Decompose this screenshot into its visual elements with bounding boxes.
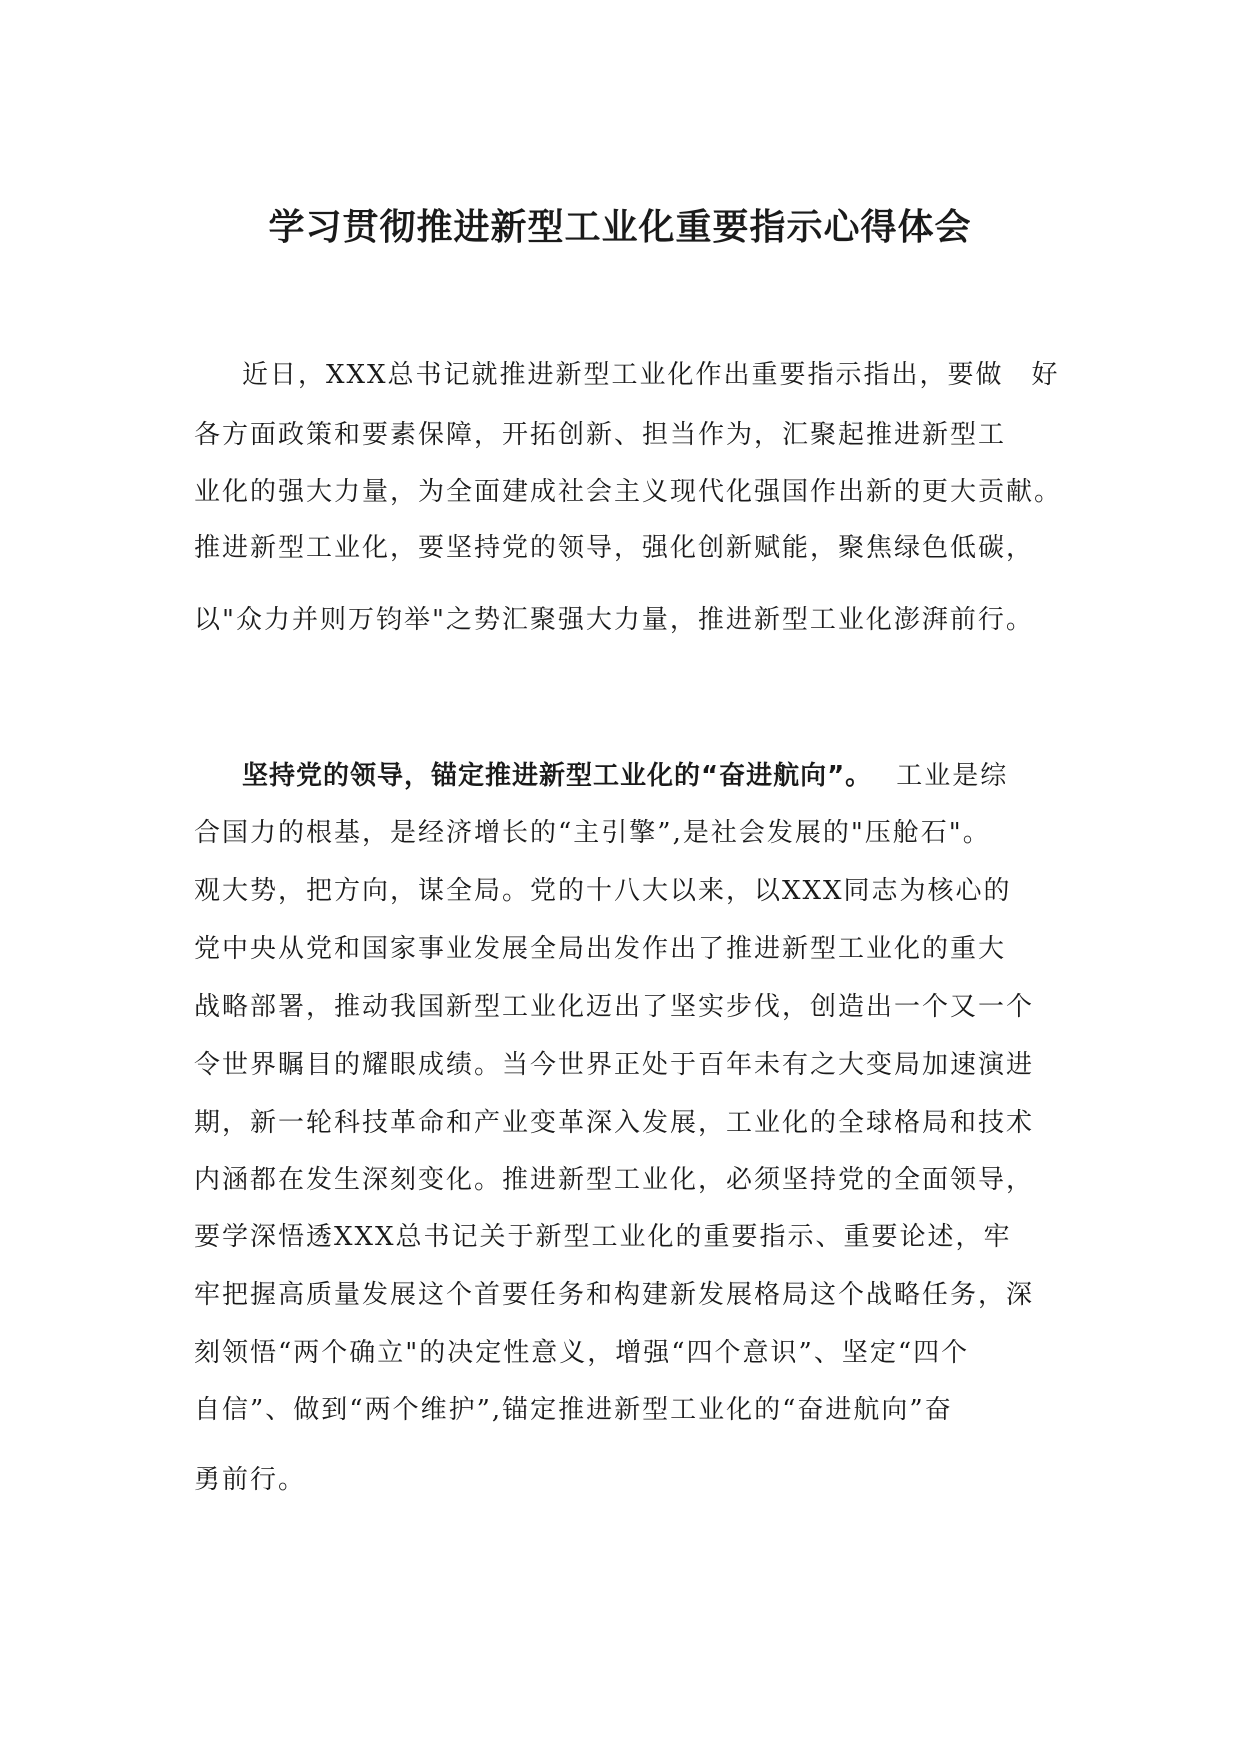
paragraph-2-line: 勇前行。: [194, 1465, 307, 1495]
paragraph-2-line: 战略部署，推动我国新型工业化迈出了坚实步伐，创造出一个又一个: [194, 992, 1035, 1022]
document-title: 学习贯彻推进新型工业化重要指示心得体会: [268, 207, 972, 248]
paragraph-2-first-line: [242, 758, 1008, 794]
paragraph-1-line: 业化的强大力量，为全面建成社会主义现代化强国作出新的更大贡献。: [194, 477, 1063, 507]
paragraph-2-line: 内涵都在发生深刻变化。推进新型工业化，必须坚持党的全面领导，: [194, 1165, 1035, 1195]
paragraph-2-line: 党中央从党和国家事业发展全局出发作出了推进新型工业化的重大: [194, 934, 1007, 964]
paragraph-2-first-line-text: 工业是综: [896, 761, 1009, 791]
paragraph-2-line: 牢把握高质量发展这个首要任务和构建新发展格局这个战略任务，深: [194, 1280, 1035, 1310]
paragraph-2-line: 要学深悟透XXX总书记关于新型工业化的重要指示、重要论述，牢: [194, 1222, 1012, 1252]
section-heading: 坚持党的领导，锚定推进新型工业化的“奋进航向”。: [242, 761, 873, 791]
paragraph-1-line: 推进新型工业化，要坚持党的领导，强化创新赋能，聚焦绿色低碳，: [194, 533, 1035, 563]
paragraph-2-line: 合国力的根基，是经济增长的“主引擎”,是社会发展的"压舱石"。: [194, 818, 991, 848]
paragraph-1-line: 各方面政策和要素保障，开拓创新、担当作为，汇聚起推进新型工: [194, 420, 1007, 450]
paragraph-2-line: 观大势，把方向，谋全局。党的十八大以来，以XXX同志为核心的: [194, 876, 1012, 906]
paragraph-2-line: 刻领悟“两个确立"的决定性意义，增强“四个意识”、坚定“四个: [194, 1338, 970, 1368]
paragraph-2-line: 自信”、做到“两个维护”,锚定推进新型工业化的“奋进航向”奋: [194, 1395, 953, 1425]
paragraph-2-line: 期，新一轮科技革命和产业变革深入发展，工业化的全球格局和技术: [194, 1108, 1035, 1138]
paragraph-1-line: 近日，XXX总书记就推进新型工业化作出重要指示指出，要做 好: [242, 360, 1060, 390]
paragraph-2-line: 令世界瞩目的耀眼成绩。当今世界正处于百年未有之大变局加速演进: [194, 1050, 1035, 1080]
paragraph-1-line: 以"众力并则万钧举"之势汇聚强大力量，推进新型工业化澎湃前行。: [194, 605, 1034, 635]
